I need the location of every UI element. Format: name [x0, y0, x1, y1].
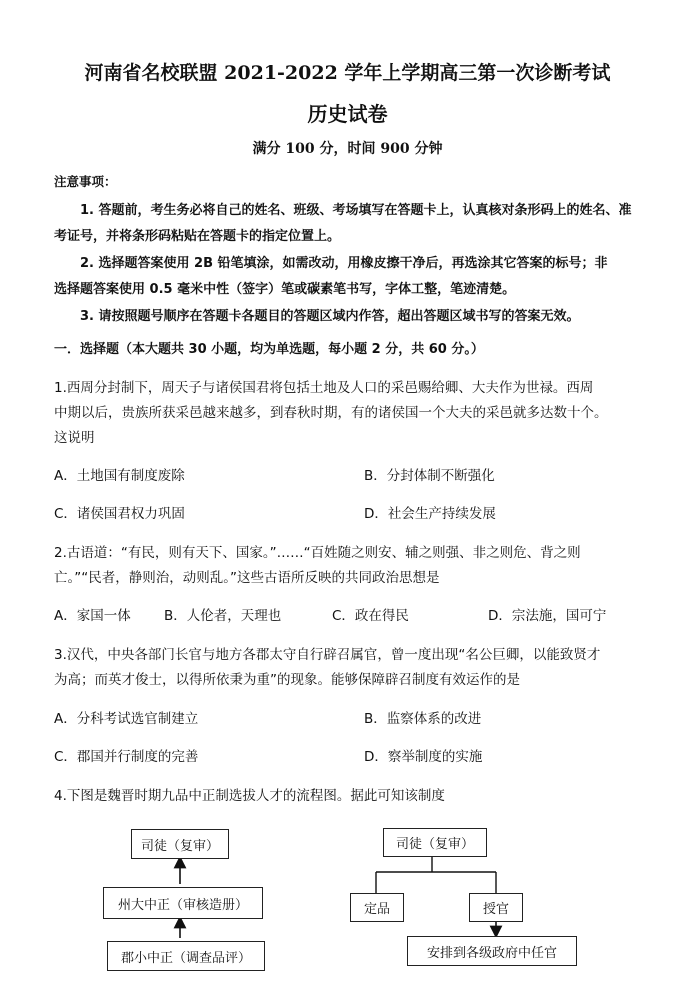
flow-left-state-box: 州大中正（审核造册） — [103, 887, 263, 919]
exam-title: 河南省名校联盟 2021-2022 学年上学期高三第一次诊断考试 — [84, 62, 611, 84]
notice-heading: 注意事项： — [54, 174, 117, 189]
q1-line-1: 1.西周分封制下，周天子与诸侯国君将包括土地及人口的采邑赐给卿、大夫作为世禄。西周 — [54, 380, 594, 396]
section-heading: 一．选择题（本大题共 30 小题，均为单选题，每小题 2 分，共 60 分。） — [54, 342, 484, 357]
flow-right-appoint-box: 安排到各级政府中任官 — [407, 936, 577, 966]
notice-item-1-line-2: 考证号，并将条形码粘贴在答题卡的指定位置上。 — [54, 229, 341, 244]
q2-option-c: C．政在得民 — [332, 608, 409, 624]
q2-option-b: B．人伦者，天理也 — [164, 608, 282, 624]
exam-meta: 满分 100 分，时间 900 分钟 — [252, 141, 443, 157]
notice-item-1-line-1: 1. 答题前，考生务必将自己的姓名、班级、考场填写在答题卡上，认真核对条形码上的姓名、准 — [80, 203, 632, 218]
q1-option-a: A．土地国有制度废除 — [54, 468, 185, 484]
q2-line-1: 2.古语道：“有民，则有天下、国家。”……“百姓随之则安、辅之则强、非之则危、背之则 — [54, 545, 581, 561]
q1-option-c: C．诸侯国君权力巩固 — [54, 506, 185, 522]
q3-option-c: C．郡国并行制度的完善 — [54, 749, 199, 765]
flow-left-situ-box: 司徒（复审） — [131, 829, 229, 859]
q4-line-1: 4.下图是魏晋时期九品中正制选拔人才的流程图。据此可知该制度 — [54, 788, 445, 804]
flow-right-situ-box: 司徒（复审） — [383, 828, 487, 857]
flow-right-shouguan-box: 授官 — [469, 893, 523, 922]
q3-line-1: 3.汉代，中央各部门长官与地方各郡太守自行辟召属官，曾一度出现“名公巨卿，以能致贤才 — [54, 647, 601, 663]
q1-option-b: B．分封体制不断强化 — [364, 468, 495, 484]
q3-line-2: 为高；而英才俊士，以得所依秉为重”的现象。能够保障辟召制度有效运作的是 — [54, 672, 520, 688]
q1-line-3: 这说明 — [54, 430, 95, 446]
q2-option-d: D．宗法施，国可宁 — [488, 608, 607, 624]
exam-subtitle: 历史试卷 — [307, 102, 388, 126]
notice-item-2-line-1: 2. 选择题答案使用 2B 铅笔填涂，如需改动，用橡皮擦干净后，再选涂其它答案的标号；非 — [80, 256, 608, 271]
q3-option-a: A．分科考试选官制建立 — [54, 711, 199, 727]
q2-option-a: A．家国一体 — [54, 608, 131, 624]
q1-line-2: 中期以后，贵族所获采邑越来越多，到春秋时期，有的诸侯国一个大夫的采邑就多达数十个。 — [54, 405, 608, 421]
q1-option-d: D．社会生产持续发展 — [364, 506, 496, 522]
q3-option-d: D．察举制度的实施 — [364, 749, 483, 765]
q3-option-b: B．监察体系的改进 — [364, 711, 482, 727]
notice-item-3: 3. 请按照题号顺序在答题卡各题目的答题区域内作答，超出答题区域书写的答案无效。 — [80, 309, 580, 324]
flow-right-dingpin-box: 定品 — [350, 893, 404, 922]
notice-item-2-line-2: 选择题答案使用 0.5 毫米中性（签字）笔或碳素笔书写，字体工整，笔迹清楚。 — [54, 282, 516, 297]
q2-line-2: 亡。”“民者，静则治，动则乱。”这些古语所反映的共同政治思想是 — [54, 570, 440, 586]
flow-left-county-box: 郡小中正（调查品评） — [107, 941, 265, 971]
